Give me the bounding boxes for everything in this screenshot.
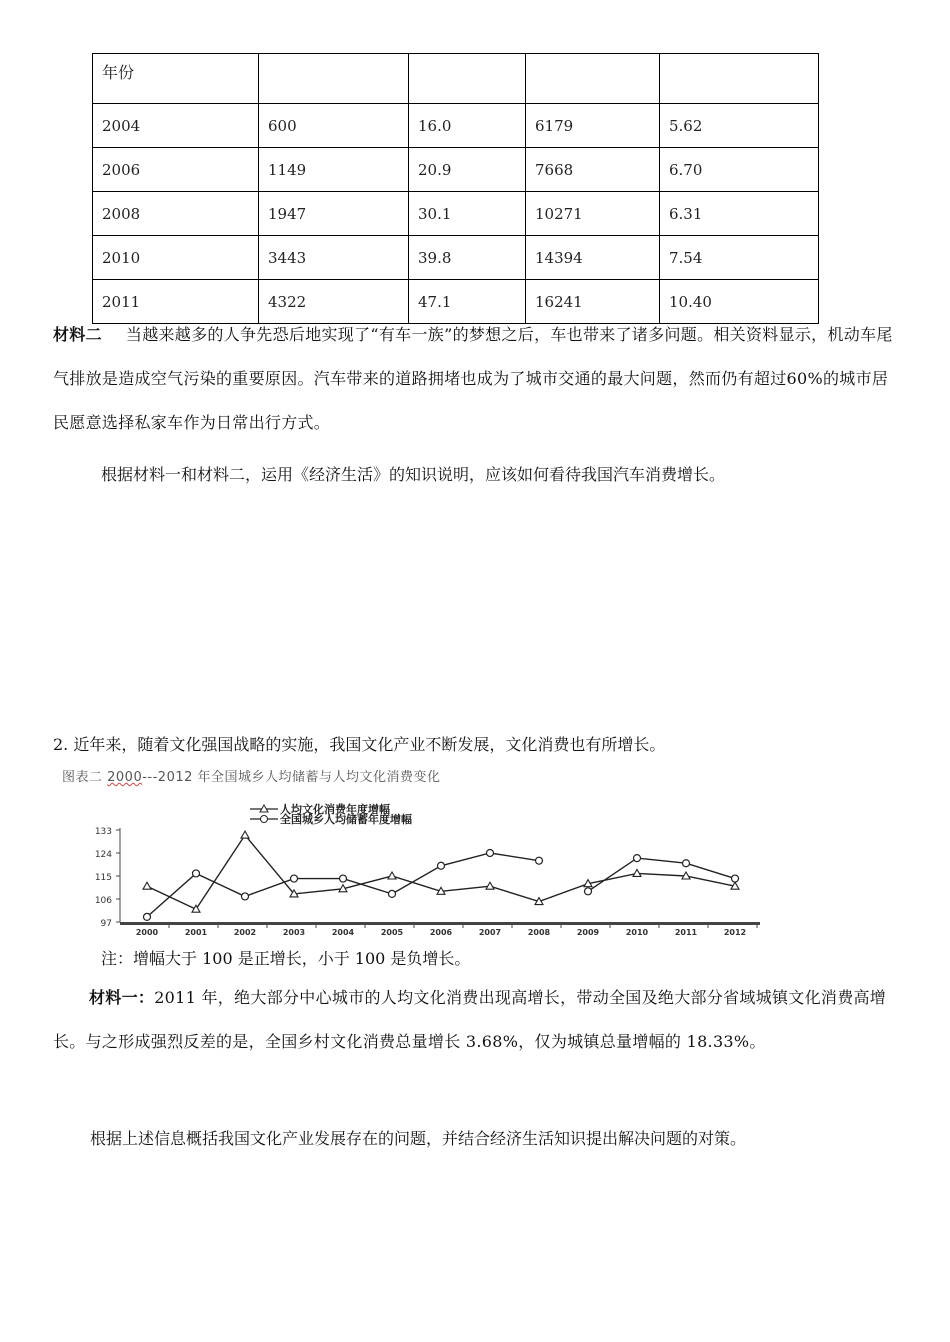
x-tick-label: 2004 — [331, 928, 355, 937]
data-point-circle — [585, 888, 592, 895]
data-point-circle — [438, 862, 445, 869]
x-tick-label: 2006 — [429, 928, 453, 937]
table-cell: 14394 — [526, 236, 660, 280]
chart-title — [62, 766, 441, 785]
table-cell: 2006 — [93, 148, 259, 192]
table-row — [93, 236, 819, 280]
table-cell: 47.1 — [409, 280, 526, 324]
table-cell: 4322 — [259, 280, 409, 324]
table-cell: 39.8 — [409, 236, 526, 280]
chart-title-prefix: 图表二 — [62, 770, 108, 785]
table-row — [93, 148, 819, 192]
table-cell: 20.9 — [409, 148, 526, 192]
material2-text: 当越来越多的人争先恐后地实现了“有车一族”的梦想之后，车也带来了诸多问题。相关资料显示，机动车尾气排放是造成空气污染的重要原因。汽车带来的道路拥堵也成为了城市交通的最大问题，然而仍有超过60%的城市居民愿意选择私家车作为日常出行方式。 — [53, 325, 893, 432]
legend-marker-circle — [261, 816, 268, 823]
table-cell — [259, 54, 409, 104]
y-tick-label: 115 — [94, 873, 112, 883]
table-cell: 10.40 — [660, 280, 819, 324]
material1-paragraph — [53, 976, 898, 1064]
chart-title-year: 2000 — [107, 770, 143, 785]
data-point-circle — [634, 855, 641, 862]
table-cell — [526, 54, 660, 104]
table-cell: 6179 — [526, 104, 660, 148]
data-point-circle — [683, 860, 690, 867]
table-header-row — [93, 54, 819, 104]
data-point-triangle — [192, 905, 200, 912]
y-tick-label: 97 — [100, 919, 112, 929]
data-point-triangle — [388, 872, 396, 879]
legend-label-2: 全国城乡人均储蓄年度增幅 — [280, 813, 412, 826]
x-tick-label: 2002 — [233, 928, 257, 937]
data-point-circle — [732, 875, 739, 882]
table-cell: 16241 — [526, 280, 660, 324]
table-cell: 2010 — [93, 236, 259, 280]
material2-label: 材料二 — [53, 325, 102, 344]
chart-note: 注：增幅大于 100 是正增长，小于 100 是负增长。 — [101, 949, 471, 968]
series-line — [147, 835, 735, 909]
table-cell: 7668 — [526, 148, 660, 192]
question2: 根据上述信息概括我国文化产业发展存在的问题，并结合经济生活知识提出解决问题的对策。 — [90, 1129, 747, 1148]
table-cell — [660, 54, 819, 104]
x-tick-label: 2003 — [282, 928, 306, 937]
data-point-circle — [340, 875, 347, 882]
section2-intro: 2. 近年来，随着文化强国战略的实施，我国文化产业不断发展，文化消费也有所增长。 — [53, 735, 666, 754]
material1-label: 材料一： — [89, 988, 155, 1007]
data-point-triangle — [241, 831, 249, 838]
table-cell: 3443 — [259, 236, 409, 280]
x-tick-label: 2009 — [576, 928, 600, 937]
material1-text: 2011 年，绝大部分中心城市的人均文化消费出现高增长，带动全国及绝大部分省域城镇文化消费高增长。与之形成强烈反差的是，全国乡村文化消费总量增长 3.68%，仅为城镇总量增幅的 18.33%。 — [53, 988, 887, 1051]
table-cell: 6.31 — [660, 192, 819, 236]
data-table — [92, 53, 819, 324]
x-tick-label: 2001 — [184, 928, 208, 937]
table-cell: 1947 — [259, 192, 409, 236]
table-cell: 5.62 — [660, 104, 819, 148]
table-cell: 2008 — [93, 192, 259, 236]
table-cell: 600 — [259, 104, 409, 148]
legend-label-1: 人均文化消费年度增幅 — [280, 803, 390, 816]
x-tick-label: 2011 — [674, 928, 698, 937]
x-tick-label: 2007 — [478, 928, 502, 937]
line-chart — [60, 795, 770, 940]
y-tick-label: 133 — [94, 827, 112, 837]
table-row — [93, 192, 819, 236]
table-cell: 6.70 — [660, 148, 819, 192]
data-point-circle — [144, 913, 151, 920]
table-cell: 7.54 — [660, 236, 819, 280]
data-point-circle — [193, 870, 200, 877]
data-point-circle — [389, 890, 396, 897]
table-cell: 16.0 — [409, 104, 526, 148]
table-cell — [409, 54, 526, 104]
y-tick-label: 124 — [94, 850, 112, 860]
data-point-triangle — [486, 882, 494, 889]
material2-paragraph — [53, 313, 898, 445]
x-axis — [120, 922, 760, 925]
data-point-circle — [487, 850, 494, 857]
x-tick-label: 2005 — [380, 928, 404, 937]
x-tick-label: 2008 — [527, 928, 551, 937]
table-cell: 10271 — [526, 192, 660, 236]
table-cell: 年份 — [93, 54, 259, 104]
table-cell: 2004 — [93, 104, 259, 148]
y-tick-label: 106 — [94, 896, 112, 906]
x-tick-label: 2010 — [625, 928, 649, 937]
table-row — [93, 104, 819, 148]
x-tick-label: 2012 — [723, 928, 747, 937]
data-point-circle — [536, 857, 543, 864]
table-cell: 2011 — [93, 280, 259, 324]
data-point-circle — [242, 893, 249, 900]
chart-title-rest: ---2012 年全国城乡人均储蓄与人均文化消费变化 — [142, 770, 441, 785]
x-tick-label: 2000 — [135, 928, 159, 937]
data-point-triangle — [143, 882, 151, 889]
table-cell: 1149 — [259, 148, 409, 192]
question1: 根据材料一和材料二，运用《经济生活》的知识说明，应该如何看待我国汽车消费增长。 — [101, 465, 726, 484]
data-point-circle — [291, 875, 298, 882]
table-cell: 30.1 — [409, 192, 526, 236]
